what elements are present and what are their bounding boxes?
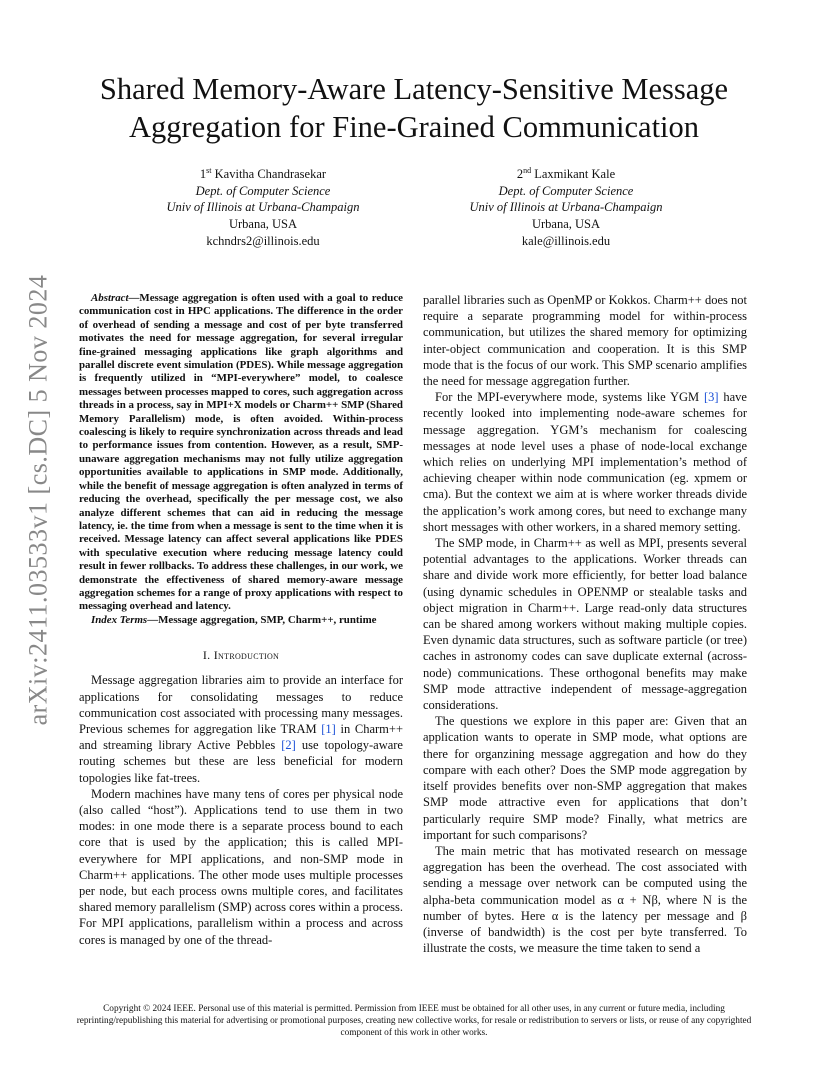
index-terms bbox=[79, 614, 403, 627]
right-column bbox=[423, 292, 747, 956]
index-terms-label: Index Terms bbox=[91, 613, 148, 626]
citation-link-2[interactable]: [2] bbox=[281, 738, 296, 753]
author-ordinal-1: 1st bbox=[199, 166, 212, 182]
index-terms-text: —Message aggregation, SMP, Charm++, runtime bbox=[147, 613, 377, 626]
arxiv-identifier-stamp bbox=[18, 274, 58, 725]
intro-paragraph-continued: parallel libraries such as OpenMP or Kokkos. Charm++ does not require a separate programming model for within-process communication, but utilizes the shared memory for optimizing inter-object communication and cooperation. It is this SMP mode that is the focus of our work. This SMP scenario amplifies the need for message aggregation further. bbox=[423, 293, 747, 389]
author-univ-1: Univ of Illinois at Urbana-Champaign bbox=[166, 200, 360, 215]
author-block-1 bbox=[113, 163, 413, 249]
intro-paragraph-5: The questions we explore in this paper are: Given that an application wants to operate in SMP mode, what options are there for organzining message aggregation and how do they compare with each other? Does the SMP mode aggregation by itself provides benefits over non-SMP aggregation that makes SMP mode attractive even for applications that don’t particularly require SMP mode? Finally, what metrics are important for such comparisons? bbox=[423, 714, 747, 842]
author-location-2: Urbana, USA bbox=[531, 216, 601, 231]
author-name-2: Laxmikant Kale bbox=[534, 167, 616, 182]
abstract-text: —Message aggregation is often used with a goal to reduce communication cost in HPC applications. The difference in the order of overhead of sending a message and cost of per byte transferred motivates the need for message aggregation, for several irregular fine-grained messaging applications like graph algorithms and parallel discrete event simulation (PDES). While message aggregation is frequently utilized in “MPI-everywhere” model, to coalesce messages between processes mapped to cores, such aggregation across threads in a process, say in MPI+X models or Charm++ SMP (Shared Memory Parallelism) mode, is often avoided. Within-process coalescing is likely to require synchronization across threads and lead to performance issues from contention. However, as a result, SMP-unaware aggregation mechanisms may not fully utilize aggregation opportunities available to applications in SMP mode. Additionally, while the benefit of message aggregation is often analyzed in terms of reducing the overhead, specifically the per message cost, we also analyze different schemes that can aid in reducing the message latency, ie. the time from when a message is sent to the time when it is received. Message latency can affect several applications like PDES with speculative execution where reducing message latency could result in fewer rollbacks. To address these challenges, in our work, we demonstrate the effectiveness of shared memory-aware message aggregation schemes for a range of proxy applications with respect to messaging overhead and latency. bbox=[79, 292, 403, 613]
section-title: Introduction bbox=[213, 648, 280, 663]
author-dept-1: Dept. of Computer Science bbox=[195, 183, 331, 198]
citation-link-1[interactable]: [1] bbox=[321, 721, 336, 736]
author-univ-2: Univ of Illinois at Urbana-Champaign bbox=[469, 200, 663, 215]
abstract bbox=[79, 292, 403, 614]
left-column bbox=[79, 292, 403, 948]
author-dept-2: Dept. of Computer Science bbox=[498, 183, 634, 198]
intro-paragraph-6: The main metric that has motivated research on message aggregation has been the overhead. The cost associated with sending a message over network can be computed using the alpha-beta communication model as α + Nβ, where N is the number of bytes. Here α is the latency per message and β (inverse of bandwidth) is the cost per byte transferred. To illustrate the costs, we measure the time taken to send a bbox=[423, 843, 747, 956]
intro-paragraph-2: Modern machines have many tens of cores per physical node (also called “host”). Applications tend to use them in two modes: in one mode there is a separate process bound to each core that is used by the application; this is called MPI-everywhere for MPI applications, and non-SMP mode in Charm++ applications. The other mode uses multiple processes per node, but each process owns multiple cores, and facilitates shared memory parallelism (SMP) across cores within a process. For MPI applications, parallelism within a process and across cores is managed by one of the thread- bbox=[79, 786, 403, 947]
copyright-notice: Copyright © 2024 IEEE. Personal use of this material is permitted. Permission from IEEE must be obtained for all other uses, in any current or future media, including reprinting/republishing this material for advertising or promotional purposes, creating new collective works, for resale or redistribution to servers or lists, or reuse of any copyrighted component of this work in other works. bbox=[76, 1004, 752, 1039]
author-location-1: Urbana, USA bbox=[228, 216, 298, 231]
intro-paragraph-4: The SMP mode, in Charm++ as well as MPI, presents several potential advantages to the applications. Worker threads can share and divide work more efficiently, for better load balance (using dynamic schedules in OPENMP or stealable tasks and object migration in Charm++. Large read-only data structures can be shared among workers without making multiple copies. Even dynamic data structures, such as software particle (or tree) caches in astronomy codes can save duplicate external (across-node) communications. These orthogonal benefits may make SMP mode attractive independent of message-aggregation considerations. bbox=[423, 536, 747, 713]
section-number: I. bbox=[202, 648, 211, 663]
author-email-2: kale@illinois.edu bbox=[521, 233, 611, 248]
author-email-1: kchndrs2@illinois.edu bbox=[206, 233, 320, 248]
author-ordinal-2: 2nd bbox=[516, 166, 532, 182]
author-name-1: Kavitha Chandrasekar bbox=[214, 167, 327, 182]
abstract-label: Abstract bbox=[91, 292, 129, 304]
paper-title: Shared Memory-Aware Latency-Sensitive Message Aggregation for Fine-Grained Communication bbox=[99, 72, 729, 144]
author-name-line bbox=[416, 163, 716, 183]
citation-link-3[interactable]: [3] bbox=[703, 390, 719, 405]
arxiv-identifier-text: arXiv:2411.03533v1 [cs.DC] 5 Nov 2024 bbox=[23, 274, 53, 725]
intro-paragraph-3: For the MPI-everywhere mode, systems like YGM [3] have recently looked into implementing node-aware schemes for message aggregation. YGM’s mechanism for coalescing messages at node level uses a phase of node-local exchange which relies on underlying MPI implementation’s method of achieving cheaper within node communication (eg. xpmem or cma). But the context we aim at is where worker threads divide the application’s work among cores, but need to exchange many short messages with other workers, in a shared memory setting. bbox=[423, 390, 747, 534]
author-name-line bbox=[113, 163, 413, 183]
intro-paragraph-1: Message aggregation libraries aim to provide an interface for applications for consolidating messages to reduce communication cost associated with processing many messages. Previous schemes for aggregation like TRAM [1] in Charm++ and streaming library Active Pebbles [2] use topology-aware routing schemes but these are less beneficial for modern topologies like fat-trees. bbox=[79, 673, 404, 785]
author-block-2 bbox=[416, 163, 716, 249]
section-heading-introduction bbox=[79, 647, 403, 663]
